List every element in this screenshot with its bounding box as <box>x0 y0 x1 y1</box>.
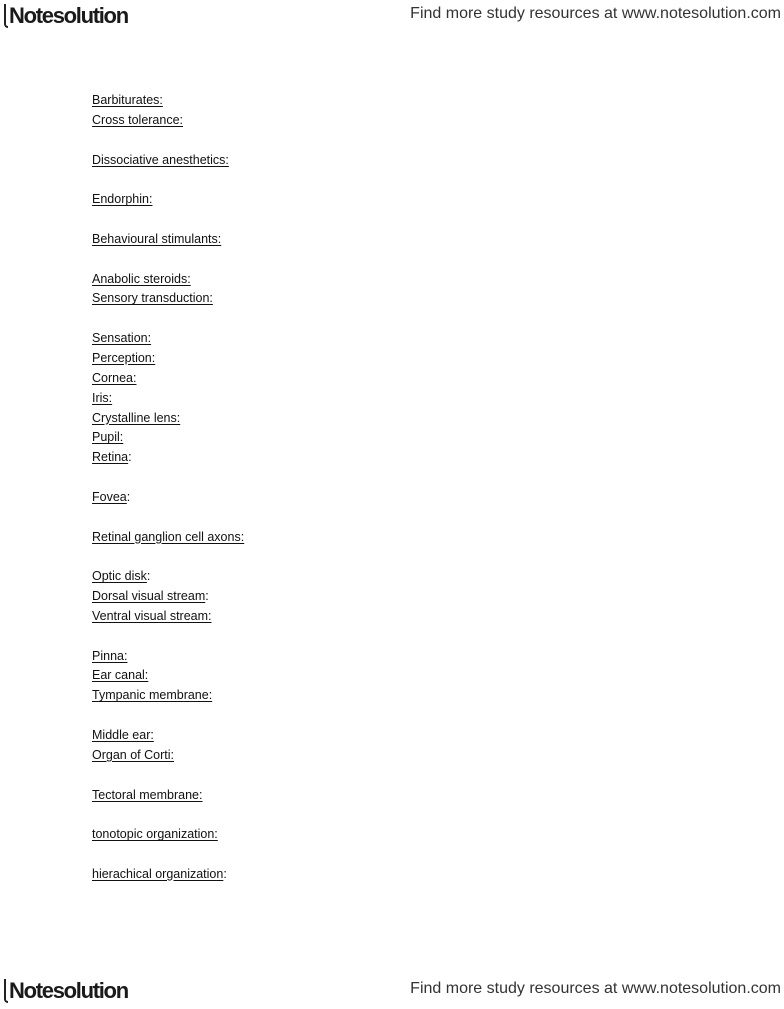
term-label: Perception: <box>92 350 156 365</box>
term-entry <box>92 369 692 389</box>
term-entry <box>92 786 692 806</box>
term-label: Optic disk <box>92 569 147 584</box>
term-label: Cornea: <box>92 370 137 385</box>
blank-line <box>92 170 692 190</box>
term-entry <box>92 488 692 508</box>
term-colon: : <box>128 450 132 465</box>
term-entry <box>92 825 692 845</box>
footer-tagline[interactable]: Find more study resources at www.notesolution.com <box>410 980 781 997</box>
term-colon: : <box>146 569 151 584</box>
term-label: Middle ear: <box>92 728 154 742</box>
header-tagline[interactable]: Find more study resources at www.notesolution.com <box>410 5 781 22</box>
blank-line <box>92 210 692 230</box>
blank-line <box>92 508 692 528</box>
term-entry <box>92 329 692 349</box>
blank-line <box>92 547 692 567</box>
page-header <box>0 0 784 34</box>
term-entry <box>92 587 692 607</box>
blank-line <box>92 805 692 825</box>
page-footer <box>0 975 784 1009</box>
blank-line <box>92 627 692 647</box>
term-colon: : <box>223 866 227 881</box>
term-label: Ear canal: <box>92 668 149 683</box>
term-entry <box>92 349 692 369</box>
term-colon: : <box>126 489 131 504</box>
logo-bracket-icon <box>4 4 8 28</box>
term-colon: : <box>205 589 209 604</box>
term-label: Pinna: <box>92 648 128 663</box>
term-label: Endorphin: <box>92 192 153 207</box>
term-label: Tectoral membrane: <box>92 787 203 802</box>
term-label: Sensory transduction: <box>92 291 213 306</box>
term-entry <box>92 865 692 885</box>
term-label: Retina <box>92 450 129 465</box>
term-entry <box>92 686 692 706</box>
term-entry <box>92 428 692 448</box>
logo-text: Notesolution <box>9 3 128 28</box>
term-label: Ventral visual stream: <box>92 608 212 623</box>
term-entry <box>92 190 692 210</box>
term-label: Crystalline lens: <box>92 410 181 425</box>
term-entry <box>92 647 692 667</box>
term-entry <box>92 111 692 131</box>
term-label: Tympanic membrane: <box>92 688 213 703</box>
logo-text: Notesolution <box>9 978 128 1003</box>
term-label: Cross tolerance: <box>92 112 184 127</box>
term-label: Behavioural stimulants: <box>92 231 222 246</box>
glossary-term-list <box>92 91 692 885</box>
blank-line <box>92 706 692 726</box>
term-entry <box>92 666 692 686</box>
term-label: hierachical organization <box>92 866 224 881</box>
blank-line <box>92 309 692 329</box>
notesolution-logo[interactable] <box>4 2 128 30</box>
term-label: Sensation: <box>92 331 152 346</box>
term-entry <box>92 151 692 171</box>
term-entry <box>92 746 692 766</box>
blank-line <box>92 845 692 865</box>
term-entry <box>92 607 692 627</box>
term-label: Fovea <box>92 489 127 504</box>
term-entry <box>92 567 692 587</box>
term-entry <box>92 270 692 290</box>
notesolution-logo[interactable] <box>4 977 128 1005</box>
term-label: Pupil: <box>92 430 124 445</box>
term-entry <box>92 230 692 250</box>
term-label: Organ of Corti: <box>92 747 174 762</box>
term-entry <box>92 448 692 468</box>
term-entry <box>92 409 692 429</box>
term-label: Anabolic steroids: <box>92 271 191 286</box>
term-entry <box>92 91 692 111</box>
blank-line <box>92 468 692 488</box>
term-entry <box>92 389 692 409</box>
blank-line <box>92 250 692 270</box>
term-label: Retinal ganglion cell axons: <box>92 529 245 544</box>
term-label: Dissociative anesthetics: <box>92 152 229 167</box>
term-entry <box>92 726 692 746</box>
blank-line <box>92 766 692 786</box>
term-label: tonotopic organization: <box>92 827 218 842</box>
term-label: Barbiturates: <box>92 93 163 107</box>
term-label: Iris: <box>92 390 113 405</box>
term-label: Dorsal visual stream <box>92 589 206 604</box>
term-entry <box>92 528 692 548</box>
term-entry <box>92 289 692 309</box>
logo-bracket-icon <box>4 979 8 1003</box>
blank-line <box>92 131 692 151</box>
